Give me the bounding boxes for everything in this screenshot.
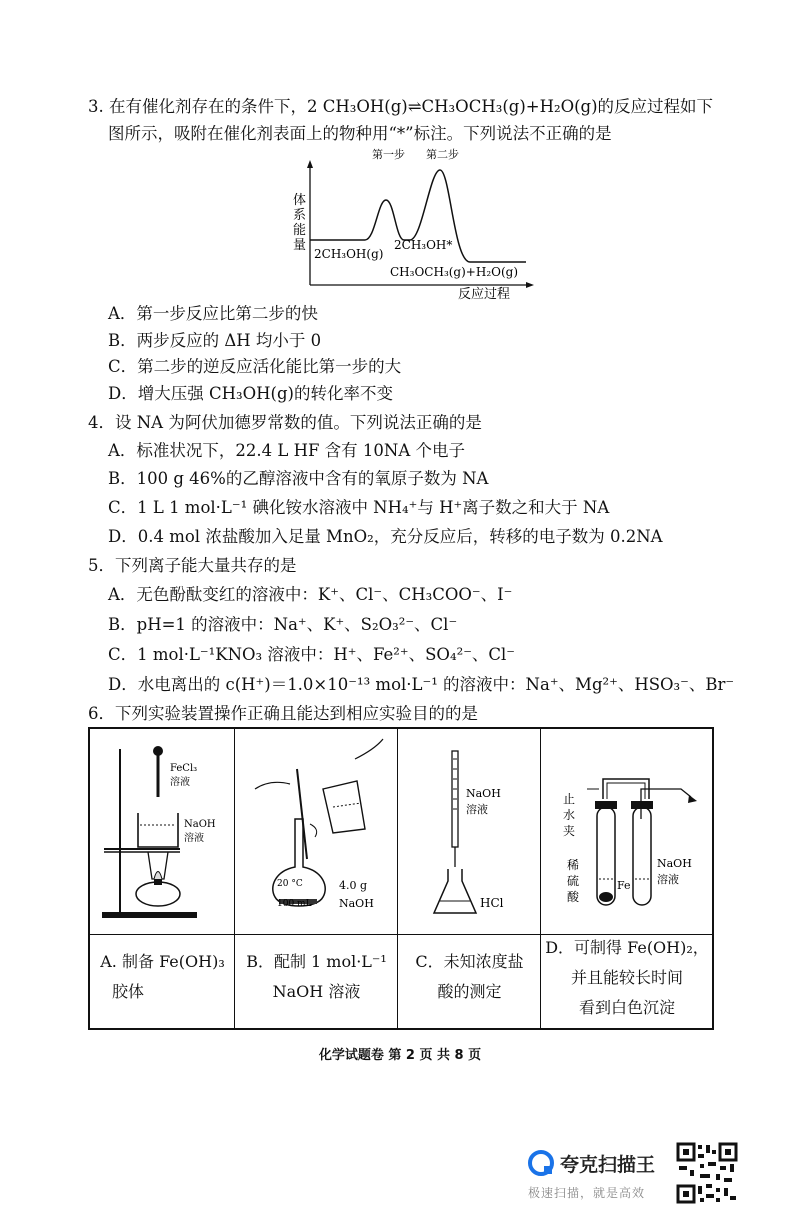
apparatus-d-metal: Fe xyxy=(617,879,631,892)
caption-a-line1: A. 制备 Fe(OH)₃ xyxy=(100,952,225,971)
q5-option-c: C．1 mol·L⁻¹KNO₃ 溶液中：H⁺、Fe²⁺、SO₄²⁻、Cl⁻ xyxy=(108,645,516,664)
q4-option-a: A．标准状况下，22.4 L HF 含有 10NA 个电子 xyxy=(108,441,466,460)
caption-b-line1: B．配制 1 mol·L⁻¹ xyxy=(246,952,387,971)
apparatus-c-illustration xyxy=(398,729,541,934)
caption-d xyxy=(541,933,713,1023)
apparatus-b-mass: 4.0 g xyxy=(339,879,368,892)
q5-stem: 5．下列离子能大量共存的是 xyxy=(88,556,297,575)
apparatus-d-acid1: 稀 xyxy=(567,858,580,872)
ylabel-char: 系 xyxy=(293,208,307,223)
caption-c-line2: 酸的测定 xyxy=(437,982,502,1001)
q4-option-c: C．1 L 1 mol·L⁻¹ 碘化铵水溶液中 NH₄⁺与 H⁺离子数之和大于 NA xyxy=(108,498,610,517)
scanner-brand: 夸克扫描王 xyxy=(560,1154,656,1176)
q4-stem: 4．设 NA 为阿伏加德罗常数的值。下列说法正确的是 xyxy=(88,413,482,432)
caption-c xyxy=(398,947,541,1007)
chart-label-intermediate: 2CH₃OH* xyxy=(394,238,453,252)
apparatus-d-acid3: 酸 xyxy=(567,890,580,904)
caption-b xyxy=(235,947,398,1007)
apparatus-d-clip3: 夹 xyxy=(563,824,576,838)
caption-d-line3: 看到白色沉淀 xyxy=(578,998,675,1017)
apparatus-a-reagent1b: 溶液 xyxy=(170,777,190,788)
apparatus-a-reagent1: FeCl₃ xyxy=(170,763,198,774)
caption-d-line1: D．可制得 Fe(OH)₂， xyxy=(545,938,709,957)
q6-stem: 6．下列实验装置操作正确且能达到相应实验目的的是 xyxy=(88,704,478,723)
caption-a-line2: 胶体 xyxy=(112,982,145,1001)
caption-a xyxy=(90,947,235,1007)
apparatus-b-solid: NaOH xyxy=(339,897,374,910)
apparatus-d-acid2: 硫 xyxy=(567,874,580,888)
chart-xlabel: 反应过程 xyxy=(458,287,511,302)
chart-step1-label: 第一步 xyxy=(372,148,405,161)
scanner-watermark xyxy=(528,1150,668,1210)
energy-profile-chart xyxy=(290,142,540,302)
q5-option-b: B．pH=1 的溶液中：Na⁺、K⁺、S₂O₃²⁻、Cl⁻ xyxy=(108,615,458,634)
apparatus-a-reagent2b: 溶液 xyxy=(184,833,204,844)
ylabel-char: 体 xyxy=(293,193,307,208)
q3-option-d: D．增大压强 CH₃OH(g)的转化率不变 xyxy=(108,384,393,403)
q3-option-b: B．两步反应的 ΔH 均小于 0 xyxy=(108,331,322,350)
apparatus-c-reagent1b: 溶液 xyxy=(466,803,488,816)
q3-option-a: A．第一步反应比第二步的快 xyxy=(108,304,318,323)
chart-label-reactant: 2CH₃OH(g) xyxy=(314,247,384,261)
chart-y-arrow xyxy=(307,160,313,168)
apparatus-d-clip1: 止 xyxy=(563,792,576,806)
qr-code-icon xyxy=(676,1142,738,1204)
apparatus-b-vol: 100 mL xyxy=(277,899,312,909)
apparatus-table xyxy=(88,727,714,1030)
ylabel-char: 能 xyxy=(293,223,307,238)
apparatus-d-clip2: 水 xyxy=(563,808,576,822)
q4-option-d: D．0.4 mol 浓盐酸加入足量 MnO₂，充分反应后，转移的电子数为 0.2NA xyxy=(108,527,663,546)
page-footer: 化学试题卷 第 2 页 共 8 页 xyxy=(318,1048,482,1063)
apparatus-d-reagent1b: 溶液 xyxy=(657,873,679,886)
apparatus-b-temp: 20 °C xyxy=(277,879,303,889)
q3-stem-line2: 图所示，吸附在催化剂表面上的物种用“*”标注。下列说法不正确的是 xyxy=(108,124,612,143)
apparatus-c-reagent2: HCl xyxy=(480,896,504,910)
q5-option-a: A．无色酚酞变红的溶液中：K⁺、Cl⁻、CH₃COO⁻、I⁻ xyxy=(108,585,513,604)
caption-c-line1: C．未知浓度盐 xyxy=(415,952,524,971)
apparatus-d-reagent1: NaOH xyxy=(657,857,692,870)
caption-d-line2: 并且能较长时间 xyxy=(570,968,683,987)
apparatus-a-illustration xyxy=(90,729,235,934)
q4-option-b: B．100 g 46%的乙醇溶液中含有的氧原子数为 NA xyxy=(108,469,489,488)
chart-ylabel-vertical xyxy=(293,192,306,253)
chart-x-arrow xyxy=(526,282,534,288)
q3-stem-line1: 3. 在有催化剂存在的条件下，2 CH₃OH(g)⇌CH₃OCH₃(g)+H₂O(g)的反应过程如下 xyxy=(88,97,714,116)
scanner-slogan: 极速扫描，就是高效 xyxy=(528,1186,646,1200)
apparatus-d-illustration xyxy=(541,729,713,934)
ylabel-char: 量 xyxy=(293,238,307,253)
chart-label-product: CH₃OCH₃(g)+H₂O(g) xyxy=(390,265,519,279)
apparatus-b-illustration xyxy=(235,729,398,934)
q5-option-d: D．水电离出的 c(H⁺)＝1.0×10⁻¹³ mol·L⁻¹ 的溶液中：Na⁺、Mg²⁺、HSO₃⁻、Br⁻ xyxy=(108,675,735,694)
caption-b-line2: NaOH 溶液 xyxy=(272,982,361,1001)
q3-option-c: C．第二步的逆反应活化能比第一步的大 xyxy=(108,357,402,376)
chart-step2-label: 第二步 xyxy=(426,148,459,161)
scanner-logo-icon xyxy=(528,1150,554,1176)
apparatus-c-reagent1: NaOH xyxy=(466,787,501,800)
apparatus-a-reagent2: NaOH xyxy=(184,819,216,830)
